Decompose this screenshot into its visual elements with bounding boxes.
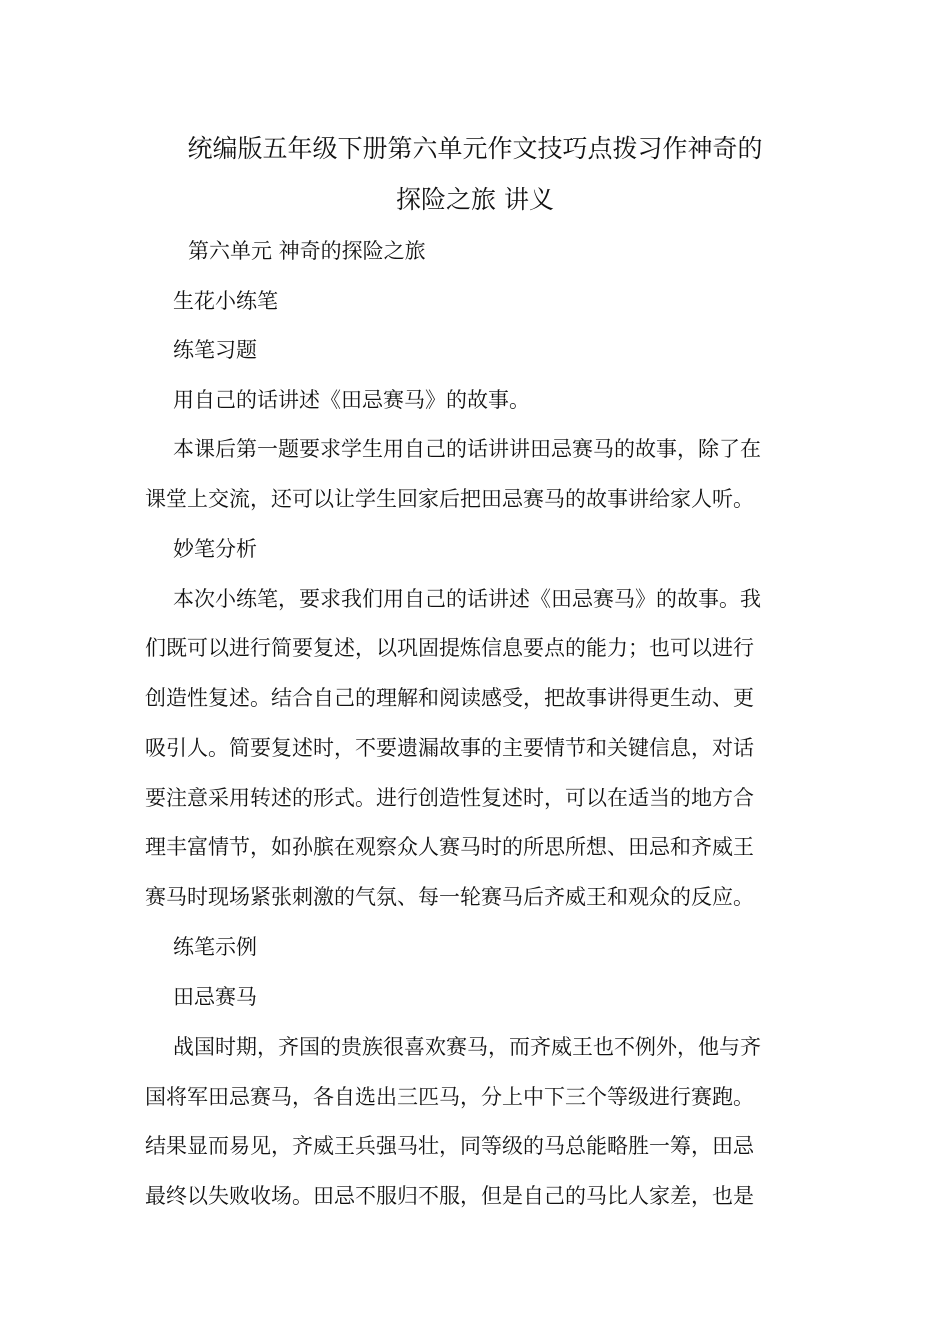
paragraph-line: 最终以失败收场。田忌不服归不服，但是自己的马比人家差，也是 bbox=[145, 1184, 754, 1208]
paragraph-line: 课堂上交流，还可以让学生回家后把田忌赛马的故事讲给家人听。 bbox=[145, 487, 754, 511]
paragraph-line: 战国时期，齐国的贵族很喜欢赛马，而齐威王也不例外，他与齐 bbox=[173, 1035, 761, 1059]
paragraph-line: 理丰富情节，如孙膑在观察众人赛马时的所思所想、田忌和齐威王 bbox=[145, 835, 754, 859]
exercise-text: 用自己的话讲述《田忌赛马》的故事。 bbox=[173, 388, 530, 412]
paragraph-line: 赛马时现场紧张刺激的气氛、每一轮赛马后齐威王和观众的反应。 bbox=[145, 885, 754, 909]
paragraph-line: 国将军田忌赛马，各自选出三匹马，分上中下三个等级进行赛跑。 bbox=[145, 1085, 754, 1109]
document-title-line-2: 探险之旅 讲义 bbox=[396, 185, 554, 214]
paragraph-line: 结果显而易见，齐威王兵强马壮，同等级的马总能略胜一筹，田忌 bbox=[145, 1134, 754, 1158]
paragraph-line: 要注意采用转述的形式。进行创造性复述时，可以在适当的地方合 bbox=[145, 786, 754, 810]
subsection-heading-exercise: 练笔习题 bbox=[173, 338, 257, 362]
paragraph-line: 创造性复述。结合自己的理解和阅读感受，把故事讲得更生动、更 bbox=[145, 686, 754, 710]
document-title-line-1: 统编版五年级下册第六单元作文技巧点拨习作神奇的 bbox=[187, 134, 763, 163]
unit-heading: 第六单元 神奇的探险之旅 bbox=[188, 239, 426, 263]
subsection-heading-analysis: 妙笔分析 bbox=[173, 537, 257, 561]
section-heading-practice: 生花小练笔 bbox=[173, 289, 278, 313]
subsection-heading-example: 练笔示例 bbox=[173, 935, 257, 959]
paragraph-line: 本课后第一题要求学生用自己的话讲讲田忌赛马的故事，除了在 bbox=[173, 437, 761, 461]
paragraph-line: 们既可以进行简要复述，以巩固提炼信息要点的能力；也可以进行 bbox=[145, 636, 754, 660]
paragraph-line: 吸引人。简要复述时，不要遗漏故事的主要情节和关键信息，对话 bbox=[145, 736, 754, 760]
paragraph-line: 本次小练笔，要求我们用自己的话讲述《田忌赛马》的故事。我 bbox=[173, 587, 761, 611]
example-title: 田忌赛马 bbox=[173, 985, 257, 1009]
